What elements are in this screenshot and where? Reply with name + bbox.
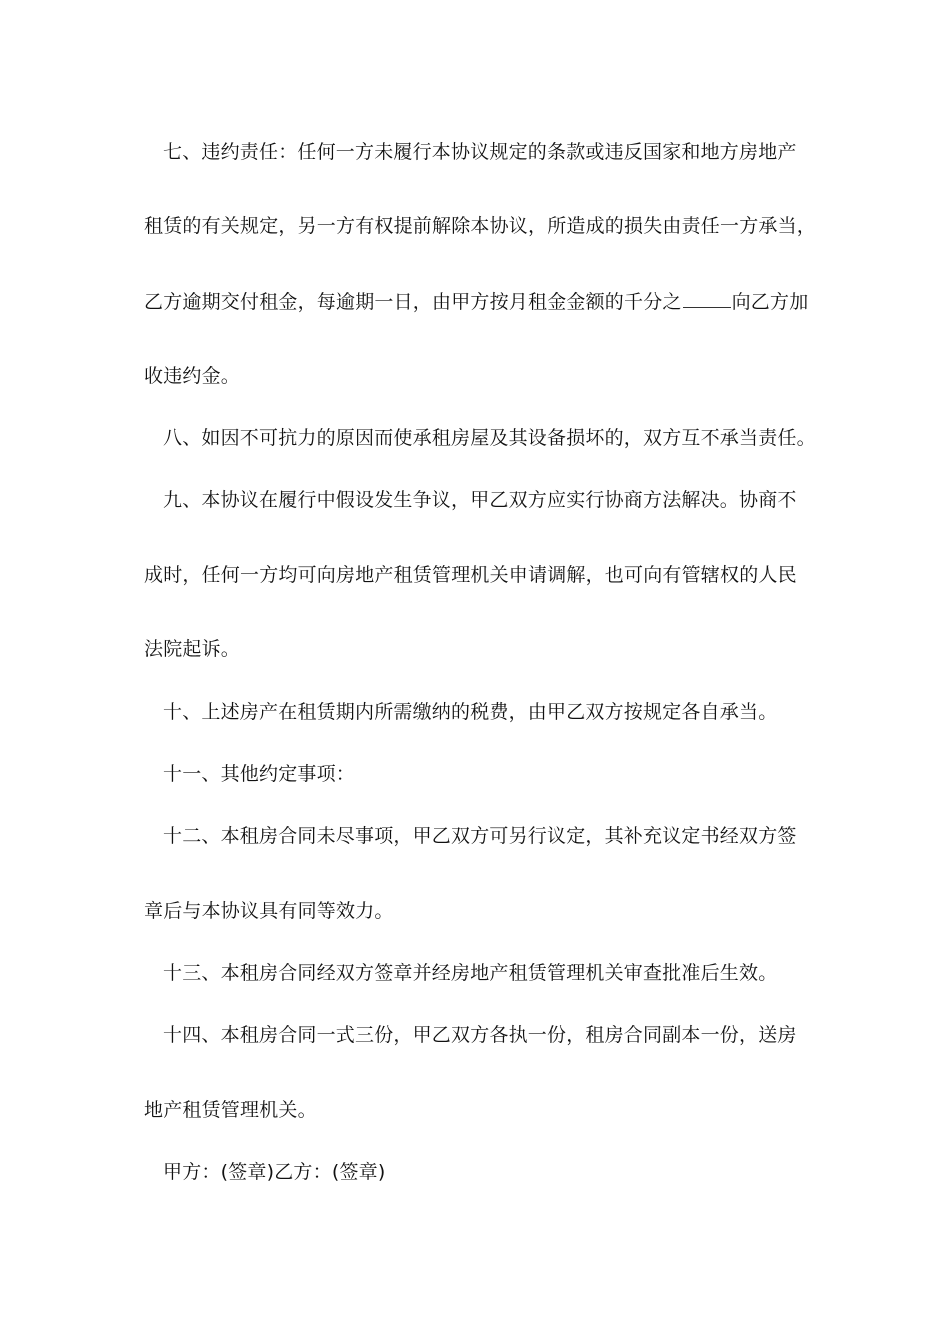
clause-7-line-3 — [144, 289, 824, 314]
clause-9-line-3: 法院起诉。 — [144, 638, 241, 660]
clause-9-line-1: 九、本协议在履行中假设发生争议，甲乙双方应实行协商方法解决。协商不 — [163, 489, 797, 511]
signature-line: 甲方：(签章)乙方：(签章) — [163, 1161, 386, 1183]
clause-11-line-1: 十一、其他约定事项： — [163, 763, 356, 785]
clause-7-line-4: 收违约金。 — [144, 365, 241, 387]
fill-in-blank — [683, 289, 731, 308]
clause-14-line-2: 地产租赁管理机关。 — [144, 1099, 317, 1121]
clause-9-line-2: 成时，任何一方均可向房地产租赁管理机关申请调解，也可向有管辖权的人民 — [144, 564, 797, 586]
clause-7-line-1: 七、违约责任：任何一方未履行本协议规定的条款或违反国家和地方房地产 — [163, 141, 797, 163]
clause-12-line-2: 章后与本协议具有同等效力。 — [144, 900, 394, 922]
clause-14-line-1: 十四、本租房合同一式三份，甲乙双方各执一份，租房合同副本一份，送房 — [163, 1024, 797, 1046]
clause-7-line-3-end: 向乙方加 — [731, 291, 809, 313]
clause-7-line-3-start: 乙方逾期交付租金，每逾期一日，由甲方按月租金金额的千分之 — [144, 291, 682, 313]
clause-10-line-1: 十、上述房产在租赁期内所需缴纳的税费，由甲乙双方按规定各自承当。 — [163, 701, 778, 723]
clause-12-line-1: 十二、本租房合同未尽事项，甲乙双方可另行议定，其补充议定书经双方签 — [163, 825, 797, 847]
clause-13-line-1: 十三、本租房合同经双方签章并经房地产租赁管理机关审查批准后生效。 — [163, 962, 778, 984]
clause-7-line-2: 租赁的有关规定，另一方有权提前解除本协议，所造成的损失由责任一方承当， — [144, 215, 817, 237]
clause-8-line-1: 八、如因不可抗力的原因而使承租房屋及其设备损坏的，双方互不承当责任。 — [163, 427, 816, 449]
